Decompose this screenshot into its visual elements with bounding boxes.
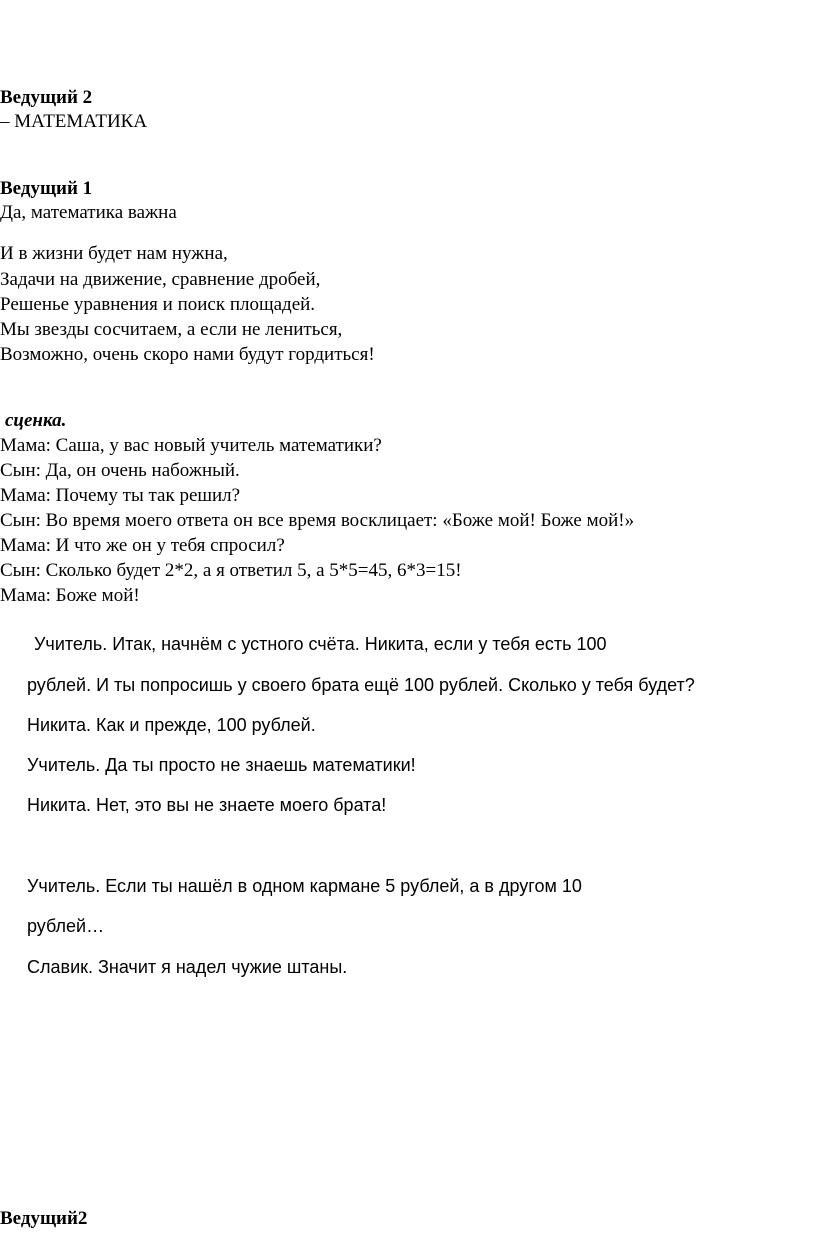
- poem-line: Да, математика важна: [0, 202, 177, 223]
- dialog-line: Никита. Как и прежде, 100 рублей.: [27, 715, 316, 735]
- dialog-line: рублей…: [27, 916, 105, 936]
- topic-line: – МАТЕМАТИКА: [0, 111, 148, 132]
- dialog-line: Учитель. Да ты просто не знаешь математики!: [27, 755, 416, 775]
- dialog-line: Учитель. Если ты нашёл в одном кармане 5 рублей, а в другом 10: [27, 876, 582, 896]
- scene-line: Мама: Почему ты так решил?: [0, 485, 241, 506]
- dialog-line: Славик. Значит я надел чужие штаны.: [27, 957, 348, 977]
- scene-line: Сын: Во время моего ответа он все время восклицает: «Боже мой! Боже мой!»: [0, 510, 635, 531]
- poem-line: Мы звезды сосчитаем, а если не лениться,: [0, 319, 343, 340]
- scene-line: Мама: Саша, у вас новый учитель математики?: [0, 435, 382, 456]
- speaker-heading-2: Ведущий 1: [0, 178, 93, 199]
- scene-line: Сын: Сколько будет 2*2, а я ответил 5, а 5*5=45, 6*3=15!: [0, 560, 462, 581]
- poem-line: Задачи на движение, сравнение дробей,: [0, 269, 321, 290]
- speaker-heading-1: Ведущий 2: [0, 87, 93, 108]
- poem-line: И в жизни будет нам нужна,: [0, 243, 228, 264]
- scene-line: Мама: И что же он у тебя спросил?: [0, 535, 285, 556]
- scene-title: сценка.: [5, 410, 67, 431]
- poem-line: Возможно, очень скоро нами будут гордиться!: [0, 344, 375, 365]
- dialog-line: рублей. И ты попросишь у своего брата ещё 100 рублей. Сколько у тебя будет?: [27, 675, 695, 695]
- scene-line: Мама: Боже мой!: [0, 585, 140, 606]
- dialog-line: Учитель. Итак, начнём с устного счёта. Никита, если у тебя есть 100: [34, 634, 607, 654]
- speaker-heading-footer: Ведущий2: [0, 1208, 88, 1229]
- poem-line: Решенье уравнения и поиск площадей.: [0, 294, 316, 315]
- scene-line: Сын: Да, он очень набожный.: [0, 460, 240, 481]
- dialog-line: Никита. Нет, это вы не знаете моего брата!: [27, 795, 387, 815]
